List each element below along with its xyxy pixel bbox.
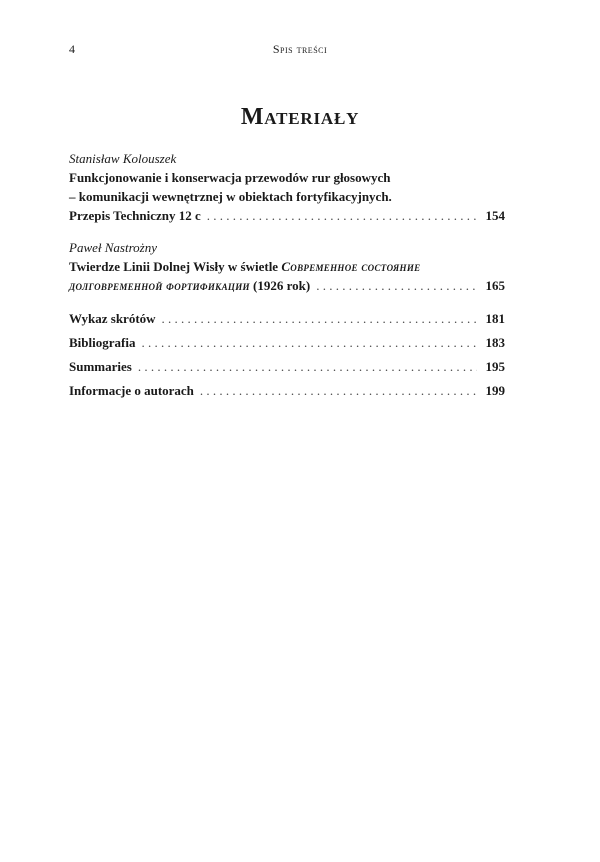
- dot-leader: [162, 309, 477, 328]
- entry-title-last-line: [69, 276, 310, 295]
- dot-leader: [316, 276, 477, 295]
- entry-label: Summaries: [69, 359, 132, 374]
- dot-leader: [207, 206, 477, 225]
- entry-leader-line: [69, 276, 505, 295]
- toc-entry-bibliography: [69, 333, 505, 352]
- entry-title-suffix: (1926 rok): [253, 278, 311, 293]
- entry-title-russian: долговременной фортификации: [69, 278, 250, 293]
- entry-author: Stanisław Kolouszek: [69, 151, 177, 166]
- toc-entry-summaries: [69, 357, 505, 376]
- entry-page-number: 165: [485, 278, 505, 293]
- dot-leader: [200, 381, 477, 400]
- section-title: Materiały: [240, 104, 360, 130]
- toc-entry-abbreviations: [69, 309, 505, 328]
- entry-page-number: 183: [485, 335, 505, 350]
- table-of-contents: [69, 150, 505, 405]
- entry-title-line: [69, 257, 505, 276]
- dot-leader: [138, 357, 477, 376]
- spacer: [69, 225, 505, 239]
- entry-label: Wykaz skrótów: [69, 311, 156, 326]
- entry-author: Paweł Nastrożny: [69, 240, 157, 255]
- entry-title-last-line: Przepis Techniczny 12 c: [69, 208, 201, 223]
- entry-page-number: 195: [485, 359, 505, 374]
- entry-title-line: – komunikacji wewnętrznej w obiektach fortyfikacyjnych.: [69, 189, 392, 204]
- entry-page-number: 154: [485, 208, 505, 223]
- toc-entry-kolouszek: [69, 150, 505, 225]
- toc-entry-nastrozny: [69, 239, 505, 295]
- entry-label: Bibliografia: [69, 335, 136, 350]
- running-head: Spis treści: [272, 42, 328, 56]
- entry-label: Informacje o autorach: [69, 383, 194, 398]
- entry-title-russian: Современное состояние: [281, 259, 421, 274]
- spacer: [69, 295, 505, 309]
- entry-page-number: 199: [485, 383, 505, 398]
- entry-title-line: Funkcjonowanie i konserwacja przewodów rur głosowych: [69, 170, 391, 185]
- dot-leader: [141, 333, 477, 352]
- entry-title-prefix: Twierdze Linii Dolnej Wisły w świetle: [69, 259, 279, 274]
- entry-leader-line: [69, 206, 505, 225]
- toc-entry-authors-info: [69, 381, 505, 400]
- page-number: 4: [69, 42, 75, 56]
- entry-page-number: 181: [485, 311, 505, 326]
